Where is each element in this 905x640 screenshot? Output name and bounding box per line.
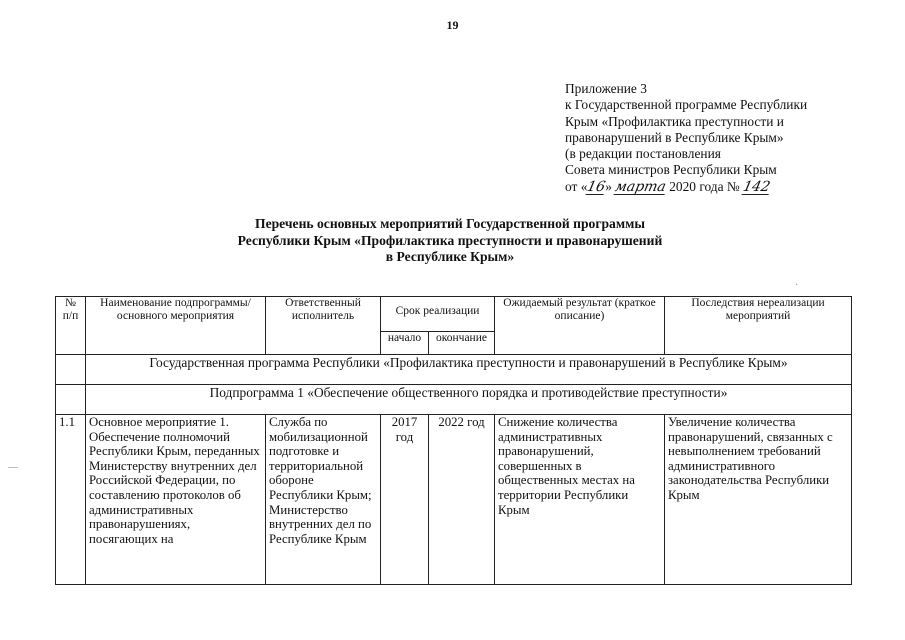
page-number: 19 [446,18,459,32]
header-num: № п/п [56,297,86,355]
row-num: 1.1 [56,415,86,585]
measures-table [55,296,852,585]
subprogram-row-num [56,385,86,415]
date-separator: » [605,178,612,194]
program-row [56,355,852,385]
scan-mark: — [8,462,18,473]
header-end: окончание [429,332,495,355]
header-start: начало [381,332,429,355]
row-name: Основное мероприятие 1. Обеспечение полномочий Республики Крым, переданных Министерству внутренних дел Российской Федерации, по составлению протоколов об административных правонарушениях, посягающих на [86,415,266,585]
document-title [150,216,750,266]
row-start: 2017 год [381,415,429,585]
title-line: Республики Крым «Профилактика преступности и правонарушений [237,232,663,248]
program-title: Государственная программа Республики «Профилактика преступности и правонарушений в Республике Крым» [86,355,852,385]
date-year: 2020 года № [665,178,744,194]
program-row-num [56,355,86,385]
appendix-line: Совета министров Республики Крым [565,162,777,178]
decree-date-line [565,179,865,195]
row-end: 2022 год [429,415,495,585]
title-line: Перечень основных мероприятий Государственной программы [255,216,645,231]
header-period: Срок реализации [381,297,495,332]
subprogram-title: Подпрограмма 1 «Обеспечение общественного порядка и противодействие преступности» [86,385,852,415]
header-executor: Ответственный исполнитель [266,297,381,355]
appendix-line: к Государственной программе Республики [565,97,808,113]
header-name: Наименование подпрограммы/основного мероприятия [86,297,266,355]
scan-speck: · [795,280,799,291]
row-executor: Служба по мобилизационной подготовке и территориальной обороне Республики Крым; Министерство внутренних дел по Республике Крым [266,415,381,585]
date-prefix: от « [565,178,588,194]
appendix-block [565,81,865,195]
table-header-row [56,297,852,332]
handwritten-decree-number: 142 [741,178,772,195]
handwritten-day: 16 [585,178,608,195]
appendix-line: Приложение 3 [565,81,647,96]
row-result: Снижение количества административных правонарушений, совершенных в общественных местах на территории Республики Крым [495,415,665,585]
subprogram-row [56,385,852,415]
title-line: в Республике Крым» [385,249,515,264]
header-consequences: Последствия нереализации мероприятий [665,297,852,355]
appendix-line: (в редакции постановления [565,146,721,162]
appendix-line: правонарушений в Республике Крым» [565,129,784,145]
appendix-line: Крым «Профилактика преступности и [565,113,784,129]
table-row [56,415,852,585]
handwritten-month: марта [613,178,668,195]
row-consequences: Увеличение количества правонарушений, связанных с невыполнением требований административного законодательства Республики Крым [665,415,852,585]
header-result: Ожидаемый результат (краткое описание) [495,297,665,355]
